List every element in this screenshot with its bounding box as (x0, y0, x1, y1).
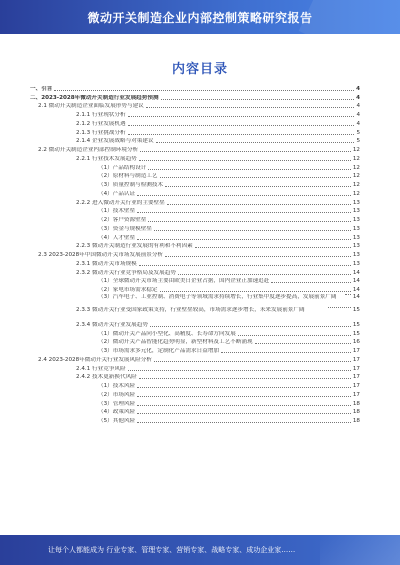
footer-slogan: 让每个人都能成为 行业专家、管理专家、营销专家、战略专家、成功企业家…… (48, 546, 296, 554)
toc-entry[interactable] (30, 277, 360, 286)
toc-entry-page: 12 (352, 147, 360, 153)
toc-entry-page: 4 (356, 120, 360, 127)
toc-dot-leader (195, 247, 351, 248)
page-footer-banner (0, 535, 400, 565)
toc-entry[interactable] (30, 408, 360, 417)
toc-entry-label: （2）微动开关产品智能化趋势明显，新型材料及工艺不断涌现 (98, 339, 253, 346)
toc-dot-leader (54, 90, 354, 91)
toc-entry[interactable] (30, 250, 360, 259)
toc-entry-page: 13 (352, 217, 360, 223)
toc-entry-page: 4 (356, 85, 360, 92)
toc-entry[interactable] (30, 93, 360, 102)
toc-entry[interactable] (30, 224, 360, 233)
toc-entry-page: 12 (352, 173, 360, 180)
toc-entry-label: 2.3.4 微动开关行业发展趋势 (76, 321, 148, 328)
toc-entry-label: 2.3.3 微动开关行业受国家政策支持，行业壁垒较高，市场需求逐步增长，未来发展前景广阔 (76, 307, 305, 313)
toc-entry-label: （1）全球微动开关市场主要由欧美日企业占据，国内企业正加速追赶 (98, 278, 270, 285)
toc-entry-label: 2.4 2023-2028年微动开关行业发展风险分析 (38, 356, 152, 363)
toc-dot-leader (128, 370, 351, 371)
page-header-banner (0, 0, 400, 34)
toc-entry-label: （2）家电市场需求稳定 (98, 287, 158, 293)
toc-entry[interactable] (30, 119, 360, 128)
toc-dot-leader (137, 413, 351, 414)
toc-dot-leader (238, 335, 351, 336)
toc-entry-page: 13 (352, 260, 360, 267)
toc-dot-leader (328, 307, 351, 308)
toc-entry-page: 12 (352, 182, 360, 188)
toc-entry-page: 13 (352, 234, 360, 241)
toc-entry-label: 2.2.1 行业技术发展趋势 (76, 155, 137, 162)
footer-decoration (320, 535, 400, 565)
toc-entry-label: （3）市场需求多元化，定制化产品需求日益增加 (98, 348, 220, 354)
toc-entry[interactable] (30, 373, 360, 382)
toc-entry-label: 2.1.2 行业发展机遇 (76, 120, 126, 127)
toc-entry-page: 5 (356, 129, 360, 136)
toc-dot-leader (160, 177, 351, 178)
toc-dot-leader (148, 221, 351, 222)
toc-dot-leader (271, 282, 351, 283)
toc-entry[interactable] (30, 399, 360, 408)
toc-entry-label: （4）人才壁垒 (98, 234, 136, 241)
toc-dot-leader (137, 387, 351, 388)
toc-entry[interactable] (30, 145, 360, 154)
toc-entry-page: 17 (352, 383, 360, 389)
toc-entry-page: 17 (352, 365, 360, 372)
toc-entry-label: （3）管理风险 (98, 400, 136, 407)
toc-entry[interactable] (30, 355, 360, 364)
toc-entry-page: 17 (352, 374, 360, 381)
toc-entry[interactable] (30, 84, 360, 93)
toc-entry-page: 15 (352, 330, 360, 337)
toc-entry[interactable] (30, 320, 360, 329)
toc-entry-page: 4 (356, 112, 360, 118)
toc-dot-leader (167, 204, 351, 205)
toc-dot-leader (137, 212, 351, 213)
toc-dot-leader (154, 361, 351, 362)
toc-entry-label: 2.4.1 行业竞争风险 (76, 365, 126, 372)
toc-entry-page: 12 (352, 190, 360, 197)
toc-entry-label: （4）政策风险 (98, 409, 136, 416)
toc-dot-leader (165, 256, 351, 257)
toc-heading: 内容目录 (171, 62, 228, 77)
toc-entry-label: 2.1.1 行业现状分析 (76, 112, 126, 118)
toc-entry-page: 18 (352, 418, 360, 424)
toc-entry-page: 5 (356, 138, 360, 145)
toc-dot-leader (178, 274, 351, 275)
toc-entry-label: （2）客户资源壁垒 (98, 217, 147, 223)
toc-dot-leader (137, 195, 351, 196)
toc-entry-label: 2.4.2 技术更新换代风险 (76, 374, 137, 381)
toc-dot-leader (345, 294, 351, 295)
toc-dot-leader (139, 378, 351, 379)
toc-entry-label: 二、2023-2028年微动开关制造行业发展趋势预测 (30, 94, 159, 101)
toc-entry-page: 13 (352, 252, 360, 258)
toc-entry[interactable] (30, 364, 360, 373)
toc-entry-label: 一、引言 (30, 85, 53, 92)
toc-entry-label: 2.3.2 微动开关行业竞争格局及发展趋势 (76, 269, 176, 276)
toc-entry[interactable] (30, 390, 360, 399)
toc-entry-label: 2.3 2023-2028年中国微动开关市场发展前景分析 (38, 252, 164, 258)
toc-dot-leader (128, 116, 355, 117)
toc-entry[interactable] (30, 346, 360, 355)
toc-entry-page: 15 (352, 321, 360, 328)
toc-entry-page: 4 (356, 103, 360, 110)
toc-entry[interactable] (30, 207, 360, 216)
toc-entry[interactable] (30, 110, 360, 119)
toc-entry[interactable] (30, 307, 360, 320)
toc-entry-page: 18 (352, 400, 360, 407)
toc-dot-leader (221, 352, 351, 353)
toc-dot-leader (255, 343, 351, 344)
table-of-contents (30, 84, 360, 524)
toc-dot-leader (140, 151, 351, 152)
toc-entry-label: （5）其他风险 (98, 418, 136, 424)
toc-entry-page: 14 (352, 294, 360, 300)
toc-entry-page: 15 (352, 307, 360, 313)
toc-entry[interactable] (30, 285, 360, 294)
toc-entry[interactable] (30, 416, 360, 425)
toc-dot-leader (154, 230, 351, 231)
toc-dot-leader (139, 265, 351, 266)
toc-entry-label: （2）市场风险 (98, 391, 136, 398)
toc-entry-label: （1）微动开关产品向小型化、高精度、长寿命方向发展 (98, 330, 236, 337)
toc-entry[interactable] (30, 180, 360, 189)
toc-entry[interactable] (30, 154, 360, 163)
toc-entry-page: 13 (352, 199, 360, 206)
toc-entry-page: 18 (352, 409, 360, 416)
report-title: 微动开关制造企业内部控制策略研究报告 (87, 11, 313, 25)
toc-entry[interactable] (30, 163, 360, 172)
toc-dot-leader (165, 186, 351, 187)
toc-entry[interactable] (30, 259, 360, 268)
toc-entry-label: 2.1.4 企业发展战略与对策建议 (76, 138, 154, 145)
toc-entry[interactable] (30, 128, 360, 137)
toc-entry[interactable] (30, 198, 360, 207)
toc-entry-page: 17 (352, 348, 360, 354)
toc-entry[interactable] (30, 215, 360, 224)
toc-dot-leader (137, 396, 351, 397)
toc-entry-page: 13 (352, 208, 360, 215)
toc-dot-leader (128, 134, 355, 135)
toc-entry-page: 14 (352, 269, 360, 276)
toc-entry-page: 14 (352, 278, 360, 285)
toc-entry-label: （1）技术风险 (98, 383, 136, 389)
toc-dot-leader (128, 125, 355, 126)
toc-entry[interactable] (30, 233, 360, 242)
toc-entry-page: 4 (356, 94, 360, 101)
toc-dot-leader (156, 142, 355, 143)
toc-entry[interactable] (30, 329, 360, 338)
toc-dot-leader (137, 422, 351, 423)
toc-entry-label: 2.3.1 微动开关市场规模 (76, 260, 137, 267)
toc-entry[interactable] (30, 102, 360, 111)
toc-entry[interactable] (30, 268, 360, 277)
toc-entry-label: （4）产品认证 (98, 190, 136, 197)
toc-entry[interactable] (30, 242, 360, 251)
toc-entry-page: 16 (352, 339, 360, 346)
toc-entry-page: 13 (352, 225, 360, 232)
toc-entry-page: 12 (352, 155, 360, 162)
toc-entry[interactable] (30, 294, 360, 307)
toc-entry-page: 17 (352, 356, 360, 363)
toc-entry-label: 2.2 微动开关制造企业内部控制环境分析 (38, 147, 139, 153)
toc-entry-label: 2.2.2 进入微动开关行业的主要壁垒 (76, 199, 165, 206)
toc-entry-label: （2）原材料与制造工艺 (98, 173, 158, 180)
toc-entry-label: 2.1.3 行业挑战分析 (76, 129, 126, 136)
toc-dot-leader (150, 326, 351, 327)
toc-entry-page: 12 (352, 164, 360, 171)
toc-entry[interactable] (30, 381, 360, 390)
toc-dot-leader (148, 169, 351, 170)
toc-entry-page: 17 (352, 391, 360, 398)
toc-dot-leader (146, 107, 355, 108)
toc-entry[interactable] (30, 137, 360, 146)
toc-dot-leader (137, 239, 351, 240)
toc-entry-page: 14 (352, 287, 360, 293)
toc-entry[interactable] (30, 338, 360, 347)
toc-dot-leader (139, 160, 351, 161)
toc-dot-leader (160, 291, 351, 292)
toc-entry-page: 13 (352, 243, 360, 250)
toc-entry-label: （3）汽车电子、工业控制、消费电子等领域需求持续增长，行业集中度逐步提高，发展前景广阔 (98, 294, 337, 300)
toc-entry-label: （3）资金与规模壁垒 (98, 225, 152, 232)
toc-entry-label: （1）产品结构设计 (98, 164, 147, 171)
toc-entry-label: 2.2.3 微动开关制造行业发展的有利和不利因素 (76, 243, 193, 250)
toc-entry-label: （1）技术壁垒 (98, 208, 136, 215)
toc-entry[interactable] (30, 172, 360, 181)
toc-entry[interactable] (30, 189, 360, 198)
toc-dot-leader (161, 99, 355, 100)
toc-entry-label: 2.1 微动开关制造企业面临发展形势与建议 (38, 103, 144, 110)
toc-dot-leader (137, 405, 351, 406)
toc-entry-label: （3）质量控制与检测技术 (98, 182, 164, 188)
